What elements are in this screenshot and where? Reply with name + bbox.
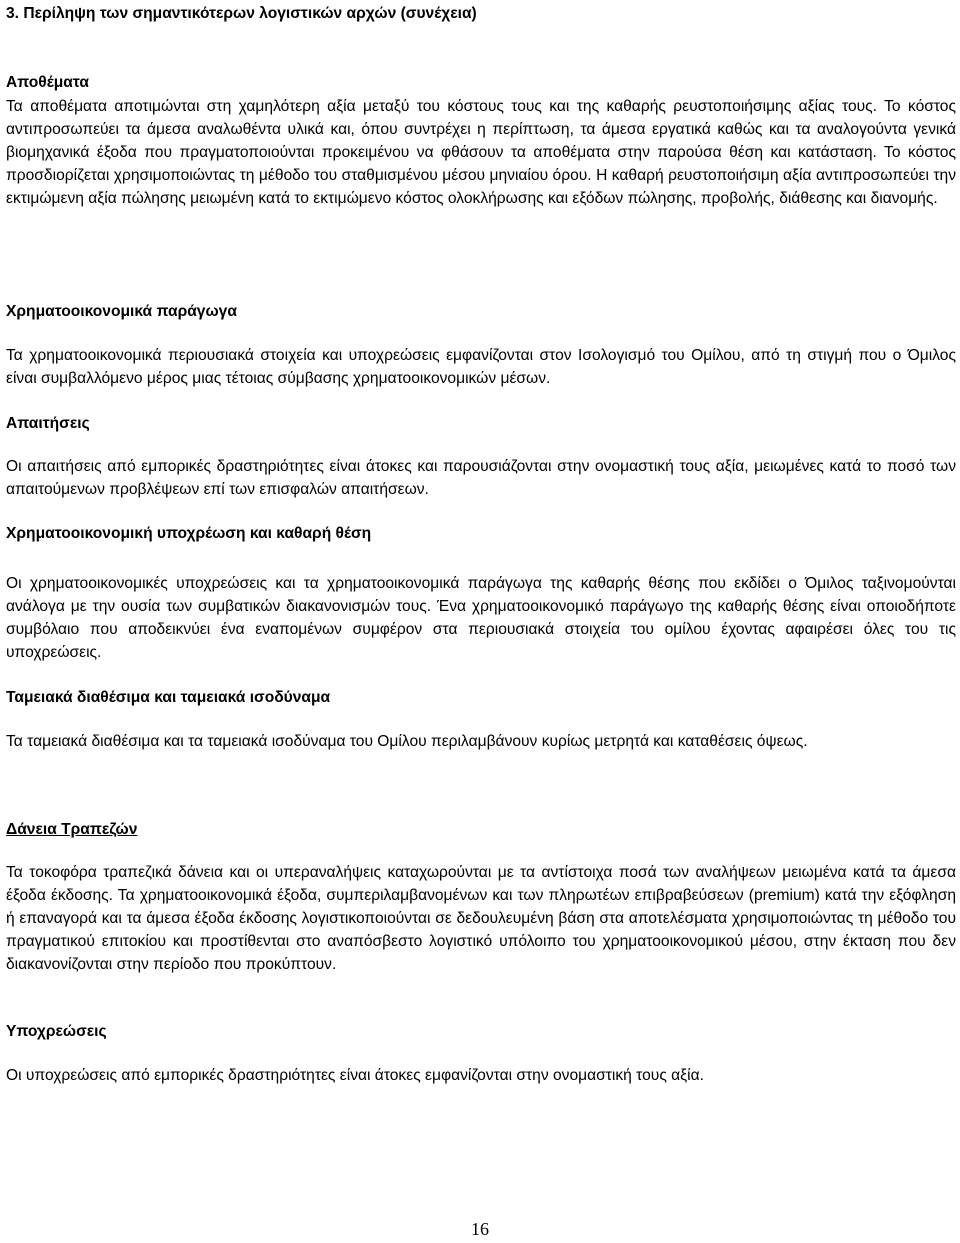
paragraph-inventories: Τα αποθέματα αποτιμώνται στη χαμηλότερη αξία μεταξύ του κόστους τους και της καθαρής ρευστοποιήσιμης αξίας τους. Το κόστος αντιπροσωπεύει τα άμεσα αναλωθέντα υλικά και, όπου συντρέχει η περίπτωση, τα άμεσα εργατικά καθώς και τα αναλογούντα γενικά βιομηχανικά έξοδα που πραγματοποιούνται προκειμένου να φθάσουν τα αποθέματα στην παρούσα θέση και κατάσταση. Το κόστος προσδιορίζεται χρησιμοποιώντας τη μέθοδο του σταθμισμένου μέσου μηνιαίου όρου. Η καθαρή ρευστοποιήσιμη αξία αντιπροσωπεύει την εκτιμώμενη αξία πώλησης μειωμένη κατά το εκτιμώμενο κόστος ολοκλήρωσης και εξόδων πώλησης, προβολής, διάθεσης και διανομής. (6, 98, 956, 207)
heading-derivatives: Χρηματοοικονομικά παράγωγα (6, 303, 237, 320)
heading-bank-loans: Δάνεια Τραπεζών (6, 821, 138, 838)
heading-payables: Υποχρεώσεις (6, 1023, 107, 1040)
paragraph-bank-loans: Τα τοκοφόρα τραπεζικά δάνεια και οι υπεραναλήψεις καταχωρούνται με τα αντίστοιχα ποσά των αναλήψεων μειωμένα κατά τα άμεσα έξοδα έκδοσης. Τα χρηματοοικονομικά έξοδα, συμπεριλαμβανομένων και των πληρωτέων επιβραβεύσεων (premium) κατά την εξόφληση ή επαναγορά και τα άμεσα έξοδα έκδοσης λογιστικοποιούνται σε δεδουλευμένη βάση στα αποτελέσματα χρησιμοποιώντας τη μέθοδο του πραγματικού επιτοκίου και προστίθενται στο αναπόσβεστο λογιστικό υπόλοιπο του χρηματοοικονομικού μέσου, στην έκταση που δεν διακανονίζονται στην περίοδο που προκύπτουν. (6, 864, 956, 973)
heading-cash: Ταμειακά διαθέσιμα και ταμειακά ισοδύναμα (6, 689, 331, 706)
paragraph-receivables: Οι απαιτήσεις από εμπορικές δραστηριότητες είναι άτοκες και παρουσιάζονται στην ονομαστική τους αξία, μειωμένες κατά το ποσό των απαιτούμενων προβλέψεων επί των επισφαλών απαιτήσεων. (6, 458, 956, 498)
paragraph-derivatives: Τα χρηματοοικονομικά περιουσιακά στοιχεία και υποχρεώσεις εμφανίζονται στον Ισολογισμό του Ομίλου, από τη στιγμή που ο Όμιλος είναι συμβαλλόμενο μέρος μιας τέτοιας σύμβασης χρηματοοικονομικών μέσων. (6, 347, 956, 387)
heading-receivables: Απαιτήσεις (6, 415, 90, 432)
heading-liability-equity: Χρηματοοικονομική υποχρέωση και καθαρή θέση (6, 525, 372, 542)
paragraph-liability-equity: Οι χρηματοοικονομικές υποχρεώσεις και τα χρηματοοικονομικά παράγωγα της καθαρής θέσης που εκδίδει ο Όμιλος ταξινομούνται ανάλογα με την ουσία των συμβατικών διακανονισμών τους. Ένα χρηματοοικονομικό παράγωγο της καθαρής θέσης είναι οποιοδήποτε συμβόλαιο που αποδεικνύει ένα εναπομένων συμφέρον στα περιουσιακά στοιχεία του ομίλου έχοντας αφαιρέσει όλες του τις υποχρεώσεις. (6, 575, 956, 661)
page-number: 16 (471, 1219, 489, 1239)
paragraph-payables: Οι υποχρεώσεις από εμπορικές δραστηριότητες είναι άτοκες εμφανίζονται στην ονομαστική τους αξία. (6, 1067, 704, 1084)
paragraph-cash: Τα ταμειακά διαθέσιμα και τα ταμειακά ισοδύναμα του Ομίλου περιλαμβάνουν κυρίως μετρητά και καταθέσεις όψεως. (6, 733, 808, 750)
section-title: 3. Περίληψη των σημαντικότερων λογιστικών αρχών (συνέχεια) (6, 5, 477, 22)
heading-inventories: Αποθέματα (6, 74, 89, 91)
